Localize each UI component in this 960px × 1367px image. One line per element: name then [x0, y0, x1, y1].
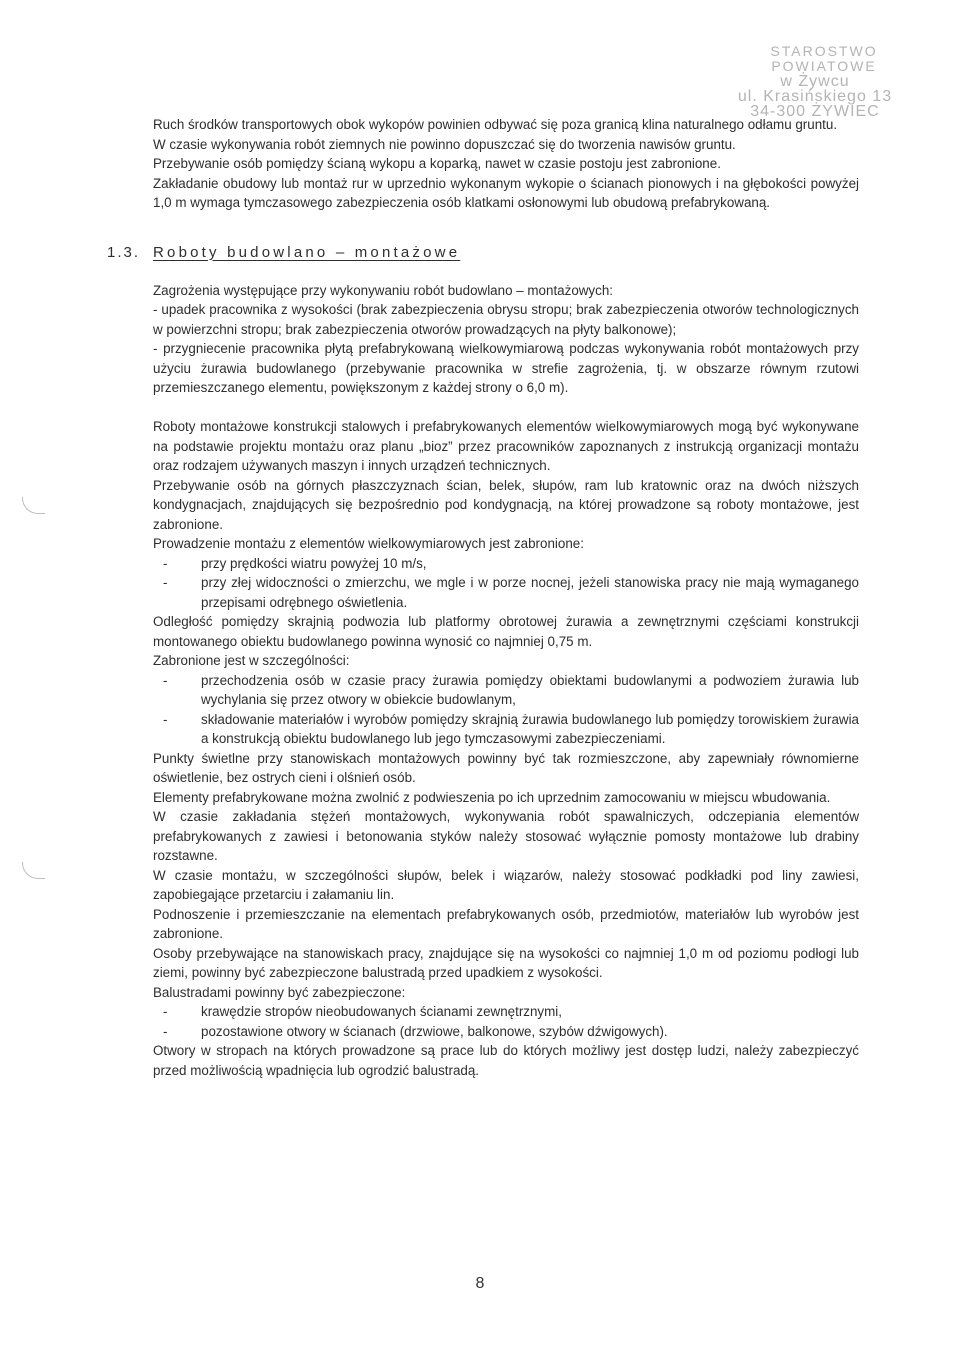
list-item-text: składowanie materiałów i wyrobów pomiędzy skrajnią żurawia budowlanego lub pomiędzy torowiskiem żurawia a konstrukcją obiektu budowlanego lub jego tymczasowymi zabezpieczeniami. — [201, 711, 859, 746]
document-body — [107, 115, 859, 1080]
paragraph-floor-openings: Otwory w stropach na których prowadzone są prace lub do których możliwy jest dostęp ludzi, należy zabezpieczyć przed możliwością wpadnięcia lub ogrodzić balustradą. — [153, 1043, 859, 1078]
list-item-text: przy złej widoczności o zmierzchu, we mgle i w porze nocnej, jeżeli stanowiska pracy nie mają wymaganego przepisami odrębnego oświetlenia. — [201, 575, 859, 610]
margin-mark-lower — [22, 862, 45, 879]
paragraph-lighting: Punkty świetlne przy stanowiskach montażowych powinny być tak rozmieszczone, aby zapewniały równomierne oświetlenie, bez ostrych cieni i olśnień osób. — [153, 750, 859, 785]
list-item-text: pozostawione otwory w ścianach (drzwiowe, balkonowe, szybów dźwigowych). — [201, 1023, 668, 1039]
section-title: Roboty budowlano – montażowe — [153, 243, 461, 261]
page-number: 8 — [475, 1275, 485, 1292]
list-dash: - — [163, 575, 168, 590]
list-item — [153, 573, 859, 612]
list-item-text: krawędzie stropów nieobudowanych ścianami zewnętrznymi, — [201, 1004, 562, 1019]
list-dash: - — [163, 711, 168, 727]
paragraph-rope-pads: W czasie montażu, w szczególności słupów, belek i wiązarów, należy stosować podkładki pod liny zawiesi, zapobiegające przetarciu i załamaniu lin. — [153, 867, 859, 902]
list-item — [153, 1022, 859, 1042]
list-item-text: przechodzenia osób w czasie pracy żurawia pomiędzy obiektami budowlanymi a podwoziem żurawia lub wychylania się przez otwory w obiekcie budowlanym, — [201, 672, 859, 707]
stamp-line-2: w Żywcu — [780, 73, 850, 90]
paragraph-forbidden-assembly: Prowadzenie montażu z elementów wielkowymiarowych jest zabronione: — [153, 536, 584, 551]
list-item — [153, 554, 859, 574]
paragraph-upper-surfaces: Przebywanie osób na górnych płaszczyznach ścian, belek, słupów, ram lub kratownic oraz na dwóch niższych kondygnacjach, znajdujących się bezpośrednio pod kondygnacją, na której prowadzone są roboty montażowe, jest zabronione. — [153, 477, 859, 532]
list-dash: - — [163, 672, 168, 688]
paragraph-platforms: W czasie zakładania stężeń montażowych, wykonywania robót spawalniczych, odczepiania elementów prefabrykowanych z zawiesi i betonowania styków należy stosować wyłącznie pomosty montażowe lub drabiny rozstawne. — [153, 809, 859, 863]
list-item-text: przy prędkości wiatru powyżej 10 m/s, — [201, 555, 427, 571]
paragraph-forbidden-particular: Zabronione jest w szczególności: — [153, 653, 350, 668]
stamp-line-4: 34-300 ŻYWIEC — [750, 103, 880, 120]
list-item — [153, 1002, 859, 1022]
hazard-item: - upadek pracownika z wysokości (brak zabezpieczenia obrysu stropu; brak zabezpieczenia otworów technologicznych w powierzchni stropu; brak zabezpieczenia otworów prowadzących na płyty balkonowe); — [153, 302, 859, 337]
paragraph-railings-list-intro: Balustradami powinny być zabezpieczone: — [153, 984, 406, 1000]
list-item — [153, 671, 859, 710]
hazards-intro: Zagrożenia występujące przy wykonywaniu robót budowlano – montażowych: — [153, 282, 613, 298]
paragraph-excavator: Przebywanie osób pomiędzy ścianą wykopu a koparką, nawet w czasie postoju jest zabronione. — [153, 156, 721, 171]
list-dash: - — [163, 1004, 168, 1019]
margin-mark-upper — [22, 497, 45, 514]
paragraph-crane-distance: Odległość pomiędzy skrajnią podwozia lub platformy obrotowej żurawia a zewnętrznymi częściami konstrukcji montowanego obiektu budowlanego powinna wynosić co najmniej 0,75 m. — [153, 614, 859, 649]
list-dash: - — [163, 555, 168, 571]
paragraph-steel-assembly: Roboty montażowe konstrukcji stalowych i prefabrykowanych elementów wielkowymiarowych mogą być wykonywane na podstawie projektu montażu oraz planu „bioz” przez pracowników zapoznanych z instrukcją organizacji montażu oraz rodzajem używanych maszyn i innych urządzeń technicznych. — [153, 419, 859, 473]
paragraph-railings: Osoby przebywające na stanowiskach pracy, znajdujące się na wysokości co najmniej 1,0 m od poziomu podłogi lub ziemi, powinny być zabezpieczone balustradą przed upadkiem z wysokości. — [153, 945, 859, 980]
paragraph-prefab-release: Elementy prefabrykowane można zwolnić z podwieszenia po ich uprzednim zamocowaniu w miejscu wbudowania. — [153, 789, 831, 805]
list-item — [153, 710, 859, 749]
section-heading — [107, 243, 859, 265]
list-dash: - — [163, 1023, 168, 1039]
stamp-line-3: ul. Krasińskiego 13 — [737, 88, 893, 105]
office-stamp — [700, 44, 930, 119]
stamp-line-1: STAROSTWO POWIATOWE — [770, 43, 878, 74]
paragraph-lifting: Podnoszenie i przemieszczanie na elementach prefabrykowanych osób, przedmiotów, materiałów lub wyrobów jest zabronione. — [153, 906, 859, 941]
spacer — [153, 398, 859, 418]
paragraph-casing: Zakładanie obudowy lub montaż rur w uprzednio wykonanym wykopie o ścianach pionowych i na głębokości powyżej 1,0 m wymaga tymczasowego zabezpieczenia osób klatkami osłonowymi lub obudową prefabrykowaną. — [153, 175, 859, 210]
paragraph-transport: Ruch środków transportowych obok wykopów powinien odbywać się poza granicą klina naturalnego odłamu gruntu. — [153, 117, 838, 132]
paragraph-overhangs: W czasie wykonywania robót ziemnych nie powinno dopuszczać się do tworzenia nawisów gruntu. — [153, 136, 736, 152]
section-number: 1.3. — [107, 243, 141, 261]
hazard-item: - przygniecenie pracownika płytą prefabrykowaną wielkowymiarową podczas wykonywania robót montażowych przy użyciu żurawia budowlanego (przebywanie pracownika w strefie zagrożenia, tj. w obszarze równym rzutowi przemieszczanego elementu, powiększonym z każdej strony o 6,0 m). — [153, 341, 859, 395]
